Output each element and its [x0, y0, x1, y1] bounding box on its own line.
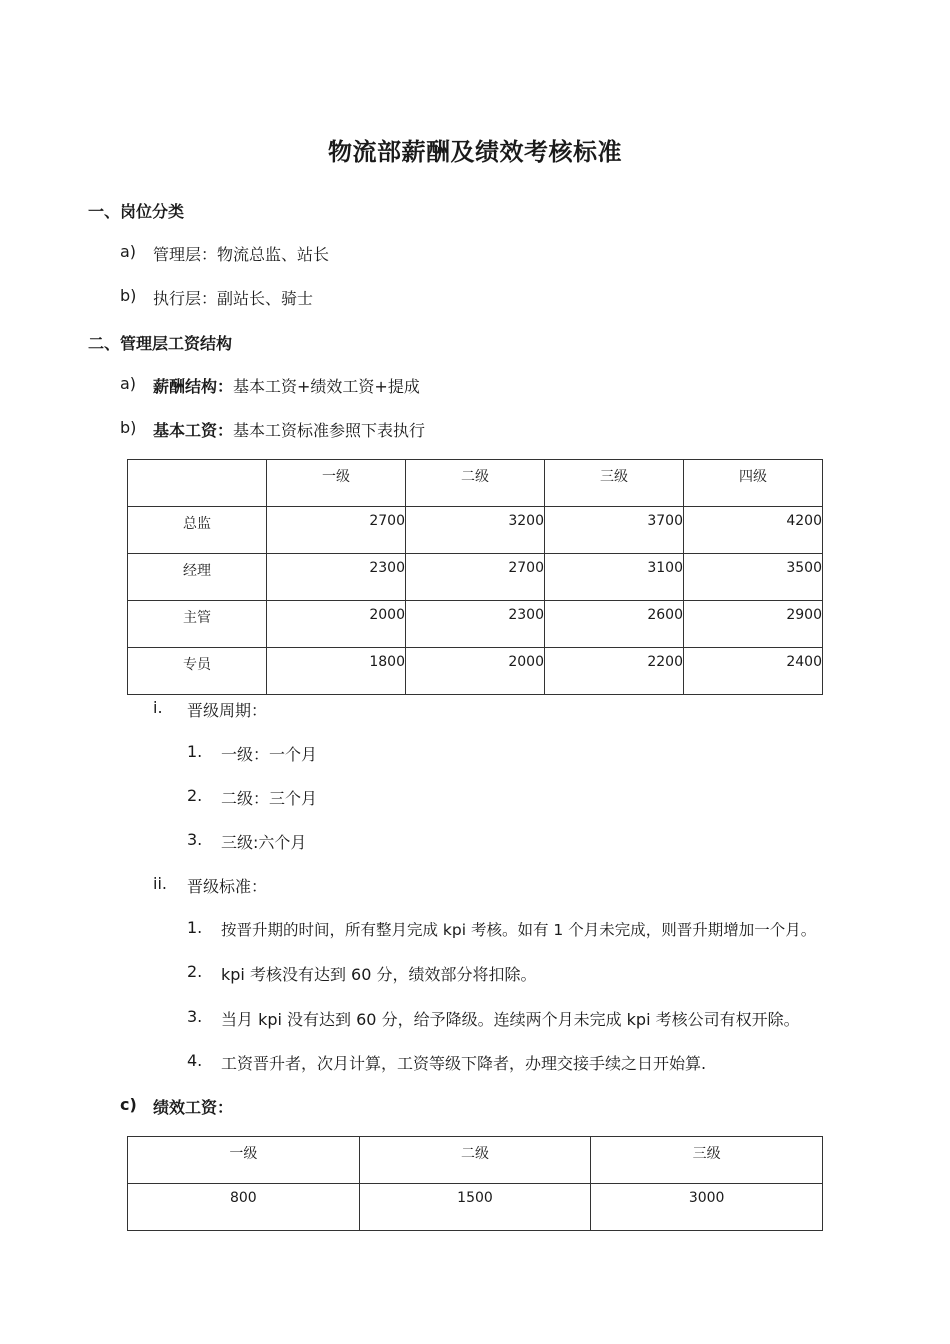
table-row	[128, 507, 823, 554]
list-label: 薪酬结构：	[153, 377, 234, 396]
table-cell: 3000	[591, 1184, 823, 1231]
table-cell: 3100	[545, 554, 684, 601]
table-cell: 3700	[545, 507, 684, 554]
list-text: 一级：一个月	[221, 745, 318, 764]
list-marker: a)	[120, 374, 137, 393]
list-marker: b)	[120, 286, 137, 305]
table-cell: 800	[128, 1184, 360, 1231]
table-header-cell: 四级	[684, 460, 823, 507]
list-marker: a)	[120, 242, 137, 261]
list-marker: i.	[153, 698, 163, 717]
list-marker: ii.	[153, 874, 167, 893]
table-cell: 2200	[545, 648, 684, 695]
table-row	[128, 1184, 823, 1231]
list-marker: 2.	[187, 786, 203, 805]
list-text: 二级：三个月	[221, 789, 318, 808]
table-cell: 3200	[406, 507, 545, 554]
list-text: 执行层：副站长、骑士	[153, 289, 314, 308]
list-marker: 2.	[187, 962, 203, 981]
table-cell: 2400	[684, 648, 823, 695]
list-value: 基本工资+绩效工资+提成	[233, 377, 420, 396]
table-cell: 4200	[684, 507, 823, 554]
table-cell: 1800	[267, 648, 406, 695]
list-text: 管理层：物流总监、站长	[153, 245, 330, 264]
list-text: 工资晋升者，次月计算，工资等级下降者，办理交接手续之日开始算.	[221, 1054, 707, 1073]
list-text: 三级:六个月	[221, 833, 307, 852]
list-text: 晋级标准：	[187, 877, 268, 896]
list-text: 当月 kpi 没有达到 60 分，给予降级。连续两个月未完成 kpi 考核公司有权开除。	[221, 1010, 800, 1029]
list-marker: 1.	[187, 918, 203, 937]
list-text: kpi 考核没有达到 60 分，绩效部分将扣除。	[221, 965, 537, 984]
table-header-cell: 三级	[545, 460, 684, 507]
list-marker: 3.	[187, 830, 203, 849]
list-value: 基本工资标准参照下表执行	[233, 421, 426, 440]
list-marker: c)	[120, 1095, 137, 1114]
table-header-cell	[128, 460, 267, 507]
table-cell: 3500	[684, 554, 823, 601]
table-cell: 2700	[406, 554, 545, 601]
table-row	[128, 601, 823, 648]
list-text: 按晋升期的时间，所有整月完成 kpi 考核。如有 1 个月未完成，则晋升期增加一个月。	[221, 921, 817, 939]
list-text	[153, 418, 425, 441]
table-row-label: 专员	[128, 648, 267, 695]
table-cell: 2000	[406, 648, 545, 695]
table-cell: 2000	[267, 601, 406, 648]
table-header-row	[128, 1137, 823, 1184]
table-cell: 2700	[267, 507, 406, 554]
section-heading-position-category: 一、岗位分类	[88, 202, 185, 221]
table-row-label: 主管	[128, 601, 267, 648]
table-header-cell: 三级	[591, 1137, 823, 1184]
list-marker: 1.	[187, 742, 203, 761]
list-text: 绩效工资：	[153, 1098, 234, 1117]
table-cell: 2600	[545, 601, 684, 648]
section-heading-salary-structure: 二、管理层工资结构	[88, 334, 233, 353]
table-row	[128, 648, 823, 695]
base-salary-table	[127, 459, 823, 695]
table-cell: 1500	[359, 1184, 591, 1231]
table-header-cell: 一级	[128, 1137, 360, 1184]
performance-pay-table	[127, 1136, 823, 1231]
table-header-cell: 一级	[267, 460, 406, 507]
table-cell: 2300	[267, 554, 406, 601]
list-text: 晋级周期：	[187, 701, 268, 720]
list-text	[153, 374, 420, 397]
table-header-row	[128, 460, 823, 507]
table-row-label: 经理	[128, 554, 267, 601]
table-cell: 2300	[406, 601, 545, 648]
list-label: 基本工资：	[153, 421, 234, 440]
list-marker: 3.	[187, 1007, 203, 1026]
table-header-cell: 二级	[406, 460, 545, 507]
table-cell: 2900	[684, 601, 823, 648]
list-marker: b)	[120, 418, 137, 437]
table-row-label: 总监	[128, 507, 267, 554]
table-header-cell: 二级	[359, 1137, 591, 1184]
document-title: 物流部薪酬及绩效考核标准	[328, 138, 622, 166]
table-row	[128, 554, 823, 601]
list-marker: 4.	[187, 1051, 203, 1070]
